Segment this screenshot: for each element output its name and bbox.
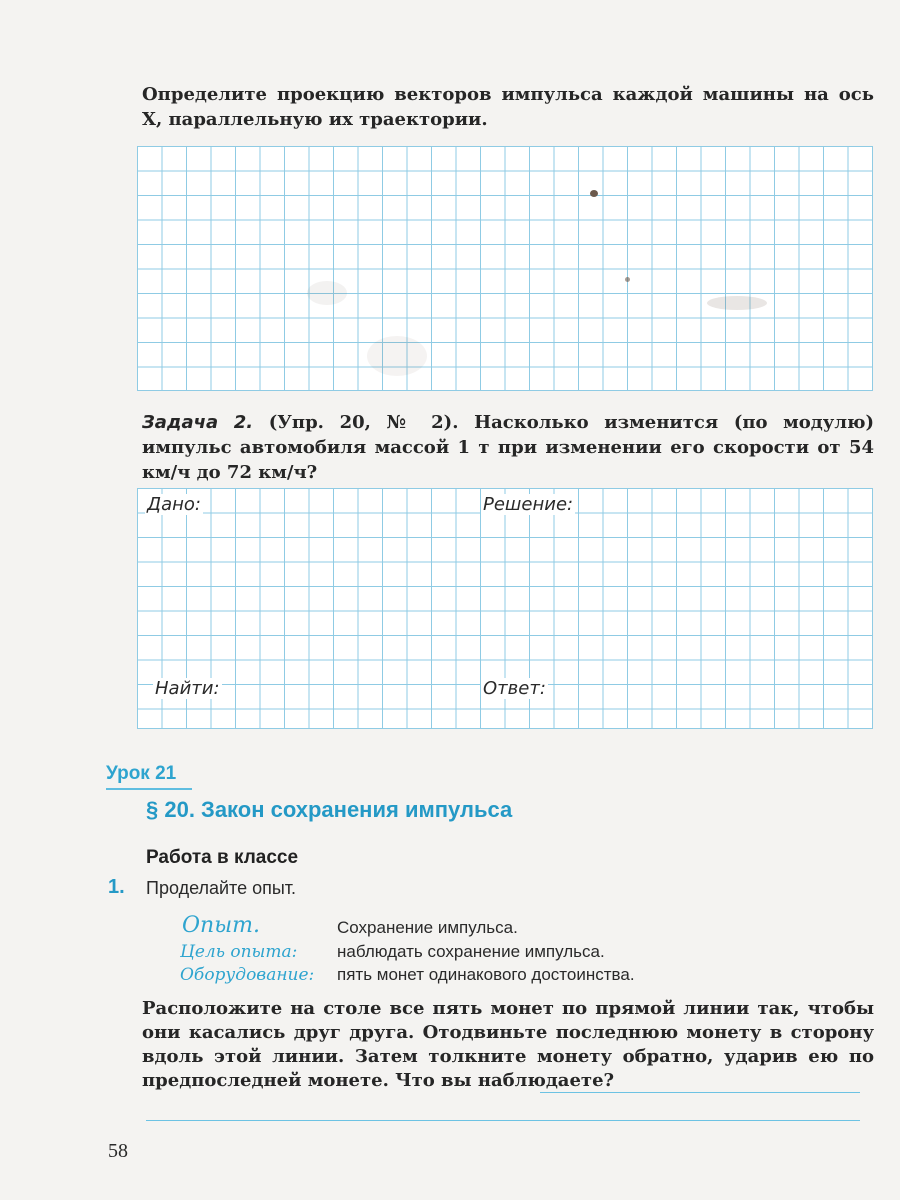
ink-smudge bbox=[367, 336, 427, 376]
answer-line-2[interactable] bbox=[146, 1120, 860, 1121]
task2-text bbox=[142, 410, 874, 485]
answer-grid-2[interactable] bbox=[137, 488, 873, 729]
ink-smudge bbox=[590, 190, 598, 197]
find-label: Найти: bbox=[155, 678, 220, 699]
task2-title: Задача 2. bbox=[142, 412, 254, 433]
item-text: Проделайте опыт. bbox=[146, 878, 297, 898]
ink-smudge bbox=[307, 281, 347, 305]
answer-label: Ответ: bbox=[483, 678, 546, 699]
goal-value: наблюдать сохранение импульса. bbox=[337, 942, 605, 961]
answer-grid-1[interactable] bbox=[137, 146, 873, 391]
instructions-text: Расположите на столе все пять монет по прямой линии так, чтобы они касались друг друга. Отодвиньте последнюю монету в сторону вдоль этой линии. Затем толкните монету обратно, ударив ею по предпоследней монете. Что вы наблюдаете? bbox=[142, 998, 874, 1091]
answer-line-1[interactable] bbox=[540, 1092, 860, 1093]
work-title: Работа в классе bbox=[146, 847, 299, 868]
section-title: § 20. Закон сохранения импульса bbox=[146, 797, 513, 822]
solution-label: Решение: bbox=[483, 494, 574, 515]
equipment-label: Оборудование: bbox=[180, 965, 315, 985]
lesson-divider bbox=[106, 788, 192, 790]
ink-smudge bbox=[625, 277, 630, 282]
goal-label: Цель опыта: bbox=[180, 942, 298, 962]
ink-smudge bbox=[707, 296, 767, 310]
item-number: 1. bbox=[108, 876, 125, 898]
task2-body: (Упр. 20, № 2). Насколько изменится (по модулю) импульс автомобиля массой 1 т при изменении его скорости от 54 км/ч до 72 км/ч? bbox=[142, 412, 874, 483]
lesson-title: Урок 21 bbox=[106, 763, 177, 784]
task1-text: Определите проекцию векторов импульса каждой машины на ось X, параллельную их траектории. bbox=[142, 84, 874, 130]
experiment-value: Сохранение импульса. bbox=[337, 918, 518, 937]
equipment-value: пять монет одинакового достоинства. bbox=[337, 965, 635, 984]
page-number: 58 bbox=[108, 1140, 128, 1162]
experiment-label: Опыт. bbox=[182, 913, 260, 938]
given-label: Дано: bbox=[147, 494, 201, 515]
